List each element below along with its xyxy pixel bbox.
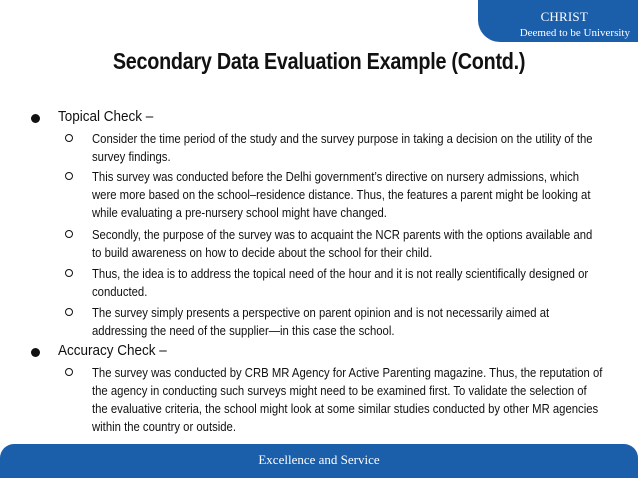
list-item-text: Consider the time period of the study and the survey purpose in taking a decision on the utility of the survey findings.	[92, 132, 593, 164]
brand-subtitle: Deemed to be University	[519, 27, 630, 39]
slide-title: Secondary Data Evaluation Example (Contd.)	[112, 48, 526, 74]
list-item-text: This survey was conducted before the Delhi government’s directive on nursery admissions, which were more based on the school–residence distance. Thus, the features a parent might be looking at while evaluating a pre-nursery school might have changed.	[92, 170, 591, 220]
footer-bar	[0, 444, 638, 478]
list-item-text: The survey simply presents a perspective on parent opinion and is not necessarily aimed at addressing the need of the supplier—in this case the school.	[92, 306, 550, 338]
hollow-circle-bullet-icon	[65, 134, 73, 142]
list-item-text: The survey was conducted by CRB MR Agency for Active Parenting magazine. Thus, the reputation of the agency in conducting such surveys might need to be examined first. To validate the selection of the evaluative criteria, the school might look at some similar studies conducted by other MR agencies within the country or outside.	[92, 366, 603, 434]
bullet-dot-icon	[31, 114, 40, 123]
hollow-circle-bullet-icon	[65, 230, 73, 238]
hollow-circle-bullet-icon	[65, 172, 73, 180]
section-heading: Topical Check –	[58, 108, 154, 125]
slide-content	[0, 104, 638, 439]
footer-tagline: Excellence and Service	[258, 452, 380, 467]
section-heading: Accuracy Check –	[58, 342, 167, 359]
list-item-text: Thus, the idea is to address the topical need of the hour and it is not really scientifically designed or conducted.	[92, 267, 589, 299]
hollow-circle-bullet-icon	[65, 368, 73, 376]
hollow-circle-bullet-icon	[65, 308, 73, 316]
list-item-text: Secondly, the purpose of the survey was to acquaint the NCR parents with the options available and to build awareness on how to decide about the school for their child.	[92, 228, 593, 260]
brand-name: CHRIST	[540, 9, 588, 24]
university-brand-tab	[478, 0, 638, 42]
hollow-circle-bullet-icon	[65, 269, 73, 277]
bullet-dot-icon	[31, 348, 40, 357]
